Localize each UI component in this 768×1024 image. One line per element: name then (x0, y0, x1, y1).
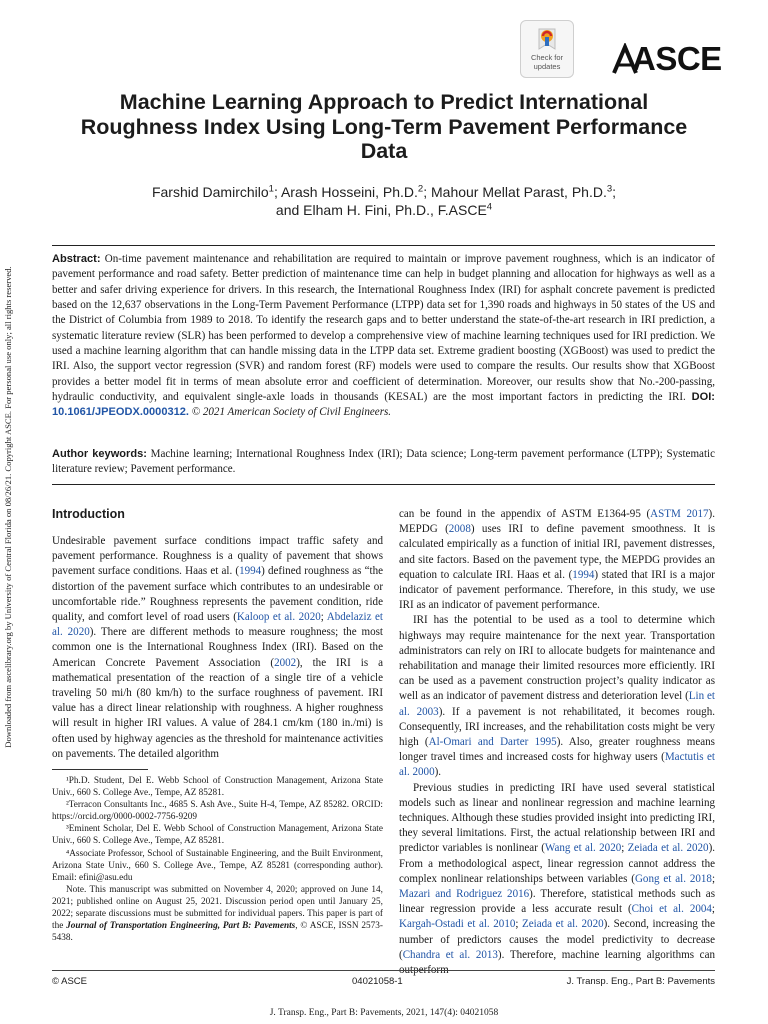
body-text: ). There are different methods to measure roughness; the most common one is the International Roughness Index (IRI). Based on the American Concrete Pavement Association ( (52, 626, 383, 669)
intro-paragraph-2 (399, 507, 715, 613)
citation-link[interactable]: Choi et al. 2004 (631, 903, 712, 916)
author-list (90, 183, 678, 219)
footer-rule (52, 970, 715, 971)
body-text: ; (320, 611, 327, 624)
body-text: ). If a pavement is not rehabilitated, it becomes rough. Consequently, IRI increases, and the rehabilitation costs might be very high ( (399, 705, 715, 749)
body-text: ). (434, 766, 442, 779)
body-text: can be found in the appendix of ASTM E1364-95 ( (399, 508, 651, 520)
citation-link[interactable]: Zeiada et al. 2020 (627, 842, 709, 855)
author-2: Arash Hosseini, Ph.D. (280, 184, 418, 200)
body-text: ) uses IRI to define pavement smoothness. It is calculated empirically as a function of initial IRI, pavement distresses, and site factors. Based on the pavement type, the MEPDG provides an equation to calculate IRI. Haas et al. ( (399, 523, 715, 581)
keywords-text: Machine learning; International Roughness Index (IRI); Data science; Long-term pavement performance (LTPP); Systematic literature review; Pavement performance. (52, 448, 715, 476)
citation-link[interactable]: Wang et al. 2020 (544, 842, 622, 855)
author-2-mark: 2 (417, 183, 424, 195)
right-column (399, 507, 715, 978)
footnote-rule (52, 769, 148, 770)
note-issn: , © ASCE, ISSN 2573-5438. (52, 921, 383, 944)
citation-link[interactable]: Mactutis et al. 2000 (399, 751, 715, 779)
submission-note (52, 884, 383, 944)
body-text: ) defined roughness as “the distortion of the pavement surface which contributes to an undesirable or uncomfortable ride.” Roughness represents the pavement condition, ride quality, and comfort level of road users ( (52, 565, 383, 624)
body-text: ). Also, greater roughness means longer travel times and increased costs for highway users ( (399, 736, 715, 764)
badge-line-1: Check for (530, 53, 564, 62)
author-1-mark: 1 (268, 183, 274, 195)
author-sep: ; (423, 184, 431, 200)
download-watermark: Downloaded from ascelibrary.org by University of Central Florida on 08/26/21. Copyright ASCE. For personal use only; all rights reserved. (3, 266, 13, 748)
author-4-mark: 4 (486, 201, 493, 213)
author-sep: ; (273, 184, 281, 200)
body-text: ). Therefore, statistical methods such as linear regression provide a less accurate result ( (399, 888, 715, 916)
citation-link[interactable]: 1994 (239, 565, 262, 578)
footer-copyright: © ASCE (52, 976, 87, 987)
citation-link[interactable]: Zeiada et al. 2020 (522, 918, 604, 931)
doi-link[interactable]: 10.1061/JPEODX.0000312. (52, 406, 189, 419)
asce-logo (612, 40, 722, 82)
citation-link[interactable]: Kaloop et al. 2020 (236, 611, 321, 624)
author-3: Mahour Mellat Parast, Ph.D. (431, 184, 607, 200)
body-text: ). Second, increasing the number of predictors causes the model predictivity to decrease ( (399, 918, 715, 961)
intro-paragraph-3 (399, 613, 715, 780)
author-1: Farshid Damirchilo (151, 184, 269, 200)
body-text: IRI has the potential to be used as a tool to determine which highways may require maintenance for the next year. Transportation administrators can rely on IRI to allocate budgets for maintenance and rehabilitation and manage their limited resources more efficiently. IRI can be used as a pavement construction project’s quality indicator as well as an indicator of pavement distress and deterioration level ( (399, 614, 715, 703)
intro-paragraph-1 (52, 534, 383, 762)
abstract-top-rule (52, 245, 715, 246)
body-text: Previous studies in predicting IRI have used several statistical models such as linear and nonlinear regression and machine learning techniques. Although these studies provided insight into predicting IRI, they several limitations. First, the actual relationship between IRI and predictor variables is nonlinear ( (399, 781, 715, 855)
body-text: ; (621, 842, 628, 855)
abstract-bottom-rule (52, 484, 715, 485)
doi-label: DOI: (691, 391, 715, 404)
footnote-4: ⁴Associate Professor, School of Sustainable Engineering, and the Built Environment, Arizona State Univ., 660 S. College Ave., Tempe, AZ 85281 (corresponding author). Email: efini@asu.edu (52, 848, 383, 883)
paper-title: Machine Learning Approach to Predict International Roughness Index Using Long-Term Pavement Performance Data (80, 90, 688, 163)
body-text: ; (711, 903, 715, 916)
badge-line-2: updates (533, 61, 561, 71)
citation-link[interactable]: Chandra et al. 2013 (402, 948, 498, 961)
citation-link[interactable]: Kargah-Ostadi et al. 2010 (399, 918, 516, 931)
citation-link[interactable]: Abdelaziz et al. 2020 (52, 611, 383, 639)
body-text: ; (515, 918, 523, 931)
footnotes (52, 775, 383, 944)
body-text: ), the IRI is a mathematical presentation of the reaction of a single tire of a vehicle traveling 50 mi/h (80 km/h) to the surface roughness of pavement. IRI value has a direct linear relationship with roughness. A higher roughness will result in higher IRI values. A value of 284.1 cm/km (180 in./mi) is often used by highway agencies as the threshold for maintenance activities on pavements. The detailed algorithm (52, 656, 383, 760)
journal-name: Journal of Transportation Engineering, Part B: Pavements (66, 921, 296, 932)
author-4: and Elham H. Fini, Ph.D., F.ASCE (275, 202, 487, 218)
abstract-text: On-time pavement maintenance and rehabilitation are required to maintain or improve pavement roughness, which is an indicator of pavement performance and road safety. Better prediction of maintenance time can help in budget planning and allocation for highways as well as a better and safer driving experience for drivers. In this research, the International Roughness Index (IRI) for asphalt concrete pavement is predicted based on the 12,637 observations in the Long-Term Pavement Performance (LTPP) data set for 1,390 roads and highways in 50 states of the US and the District of Columbia from 1989 to 2018. To identify the research gaps and to better understand the state-of-the-art research in IRI prediction, a systematic literature review (SLR) has been performed to develop a comprehensive view of machine learning techniques used for IRI prediction. We used a machine learning algorithm that can handle missing data in the LTPP data set. Extreme gradient boosting (XGBoost) was used to predict the IRI. Also, the support vector regression (SVR) and random forest (RF) models were used to compare the results. Our results show that XGBoost provides a better model fit in terms of mean absolute error and coefficient of determination. Moreover, our results show that No.-200-passing, hydraulic conductivity, and equivalent single-axle loads in thousands (KESAL) are the most important factors in predicting the IRI. (52, 253, 715, 404)
citation-link[interactable]: 2002 (274, 656, 297, 669)
citation-link[interactable]: ASTM 2017 (650, 508, 709, 520)
body-text: Undesirable pavement surface conditions impact traffic safety and pavement performance. Roughness is a quality of pavement that shows pavement surface conditions. Haas et al. ( (52, 535, 383, 578)
body-text: ). MEPDG ( (399, 508, 715, 536)
citation-link[interactable]: Gong et al. 2018 (634, 872, 712, 885)
footnote-2: ²Terracon Consultants Inc., 4685 S. Ash Ave., Suite H-4, Tempe, AZ 85282. ORCID: https://orcid.org/0000-0002-7756-9209 (52, 800, 383, 823)
footer-article-number: 04021058-1 (352, 976, 403, 987)
intro-paragraph-4 (399, 781, 715, 979)
body-text: ; (711, 872, 716, 885)
author-3-mark: 3 (606, 183, 613, 195)
keywords-label: Author keywords: (52, 448, 147, 460)
abstract-label: Abstract: (52, 253, 101, 265)
footer-journal: J. Transp. Eng., Part B: Pavements (566, 976, 715, 987)
citation-link[interactable]: Lin et al. 2003 (399, 690, 715, 718)
footnote-1: ¹Ph.D. Student, Del E. Webb School of Construction Management, Arizona State Univ., 660 S. College Ave., Tempe, AZ 85281. (52, 776, 383, 799)
citation-line: J. Transp. Eng., Part B: Pavements, 2021, 147(4): 04021058 (269, 1008, 499, 1018)
citation-link[interactable]: 1994 (572, 568, 595, 581)
body-text: ). Therefore, machine learning algorithms can outperform (399, 948, 715, 977)
note-text: Note. This manuscript was submitted on November 4, 2020; approved on June 14, 2021; published online on August 25, 2021. Discussion period open until January 25, 2022; separate discussions must be submitted for individual papers. This paper is part of the (52, 884, 383, 932)
author-keywords (52, 447, 715, 478)
asce-wordmark: ASCE (632, 40, 722, 77)
citation-link[interactable]: 2008 (448, 523, 471, 536)
body-text: ) stated that IRI is a major indicator of pavement performance. Therefore, in this study, we use IRI as an indicator of pavement performance. (399, 568, 715, 612)
footnote-3: ³Eminent Scholar, Del E. Webb School of Construction Management, Arizona State Univ., 660 S. College Ave., Tempe, AZ 85281. (52, 824, 383, 847)
abstract (52, 252, 715, 421)
citation-link[interactable]: Mazari and Rodriguez 2016 (399, 888, 530, 901)
check-for-updates-badge[interactable] (520, 20, 574, 78)
left-column (52, 534, 383, 762)
bookmark-icon (536, 26, 558, 52)
author-sep: ; (612, 184, 617, 200)
citation-link[interactable]: Al-Omari and Darter 1995 (428, 736, 557, 749)
copyright-line: © 2021 American Society of Civil Engineers. (191, 406, 392, 419)
section-heading-introduction: Introduction (52, 507, 125, 521)
body-text: ). From a methodological aspect, linear regression cannot address the complex nonlinear relationships between variables ( (399, 842, 716, 885)
